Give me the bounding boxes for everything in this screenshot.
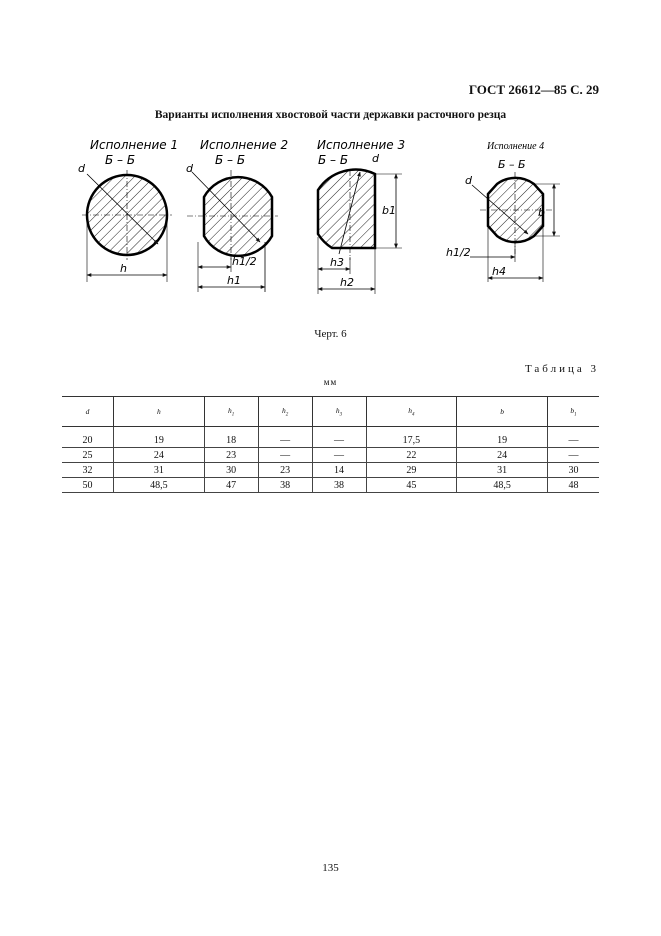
table-row <box>62 478 599 493</box>
variant-2-d-label: d <box>186 162 193 175</box>
table-cell: 30 <box>547 463 599 478</box>
dimensions-table <box>62 396 599 493</box>
table-cell: 48,5 <box>113 478 204 493</box>
table-cell: 31 <box>113 463 204 478</box>
table-cell: 38 <box>312 478 366 493</box>
variant-2-drawing <box>186 138 288 292</box>
technical-drawings <box>60 132 600 302</box>
column-header <box>113 397 204 427</box>
column-header-text: h <box>335 405 340 415</box>
column-header <box>457 397 548 427</box>
table-units: мм <box>323 377 338 387</box>
column-header-text: h <box>281 405 286 415</box>
column-header <box>547 397 599 427</box>
table-cell: 14 <box>312 463 366 478</box>
table-cell: 48,5 <box>457 478 548 493</box>
column-header-text: b <box>500 407 504 416</box>
column-header-subscript: 1 <box>574 412 577 418</box>
table-header-row <box>62 397 599 427</box>
table-cell: — <box>258 448 312 463</box>
variant-4-d-label: d <box>465 174 472 187</box>
variant-2-section-shape <box>204 177 272 256</box>
variant-2-h1-half-label: h1/2 <box>232 255 257 268</box>
variant-1-d-label: d <box>78 162 85 175</box>
page-header: ГОСТ 26612—85 С. 29 <box>468 82 599 97</box>
table-cell: 38 <box>258 478 312 493</box>
variant-4-h4-label: h4 <box>492 265 506 278</box>
variant-3-section: Б – Б <box>318 153 349 167</box>
table-cell: — <box>547 448 599 463</box>
table-cell: 24 <box>457 448 548 463</box>
variant-3-name: Исполнение 3 <box>317 138 406 152</box>
variant-3-d-label: d <box>372 152 379 165</box>
table-row <box>62 448 599 463</box>
table-cell: 23 <box>258 463 312 478</box>
table-cell: 48 <box>547 478 599 493</box>
variant-3-section-shape <box>318 170 375 248</box>
column-header <box>62 397 113 427</box>
table-cell: 30 <box>204 463 258 478</box>
column-header-subscript: 2 <box>285 412 289 418</box>
table-cell: — <box>312 448 366 463</box>
variant-3-b1-label: b1 <box>382 204 396 217</box>
table-cell: 25 <box>62 448 113 463</box>
column-header-text: d <box>85 407 90 416</box>
column-header <box>204 397 258 427</box>
variant-4-h1-half-label: h1/2 <box>446 246 471 259</box>
variant-1-drawing <box>78 138 178 282</box>
variant-4-section: Б – Б <box>498 158 526 171</box>
table-cell: 22 <box>366 448 457 463</box>
table-cell: 50 <box>62 478 113 493</box>
table-cell: 31 <box>457 463 548 478</box>
variant-3-h3-label: h3 <box>330 256 344 269</box>
variant-3-drawing <box>317 138 405 294</box>
table-cell: 20 <box>62 427 113 448</box>
page-number: 135 <box>322 862 339 874</box>
table-row <box>62 427 599 448</box>
table-cell: 29 <box>366 463 457 478</box>
column-header-text: h <box>228 405 232 415</box>
variant-1-h-label: h <box>120 262 127 275</box>
column-header-subscript: 4 <box>412 412 415 418</box>
column-header-subscript: 1 <box>231 412 235 418</box>
variant-1-section: Б – Б <box>105 153 136 167</box>
variant-2-section: Б – Б <box>215 153 246 167</box>
table-cell: 47 <box>204 478 258 493</box>
table-row <box>62 463 599 478</box>
table-cell: 18 <box>204 427 258 448</box>
variant-4-b-label: b <box>538 206 545 219</box>
variant-2-h1-label: h1 <box>227 274 241 287</box>
variant-3-h2-label: h2 <box>340 276 354 289</box>
variant-2-name: Исполнение 2 <box>200 138 289 152</box>
figure-title: Варианты исполнения хвостовой части державки расточного резца <box>154 109 507 121</box>
table-cell: 24 <box>113 448 204 463</box>
column-header <box>366 397 457 427</box>
table-body <box>62 427 599 493</box>
table-cell: 45 <box>366 478 457 493</box>
variant-4-drawing <box>446 141 560 282</box>
table-cell: — <box>547 427 599 448</box>
table-cell: 23 <box>204 448 258 463</box>
table-cell: 19 <box>457 427 548 448</box>
figure-caption: Черт. 6 <box>314 328 347 340</box>
column-header <box>312 397 366 427</box>
variant-4-name: Исполнение 4 <box>487 141 545 152</box>
table-cell: 19 <box>113 427 204 448</box>
column-header-text: b <box>570 405 575 415</box>
column-header-text: h <box>156 407 161 416</box>
table-cell: 32 <box>62 463 113 478</box>
column-header-text: h <box>408 405 412 415</box>
table-cell: 17,5 <box>366 427 457 448</box>
table-label: Таблица 3 <box>524 363 599 375</box>
table-cell: — <box>312 427 366 448</box>
column-header <box>258 397 312 427</box>
variant-1-name: Исполнение 1 <box>90 138 179 152</box>
column-header-subscript: 3 <box>339 412 343 418</box>
table-cell: — <box>258 427 312 448</box>
